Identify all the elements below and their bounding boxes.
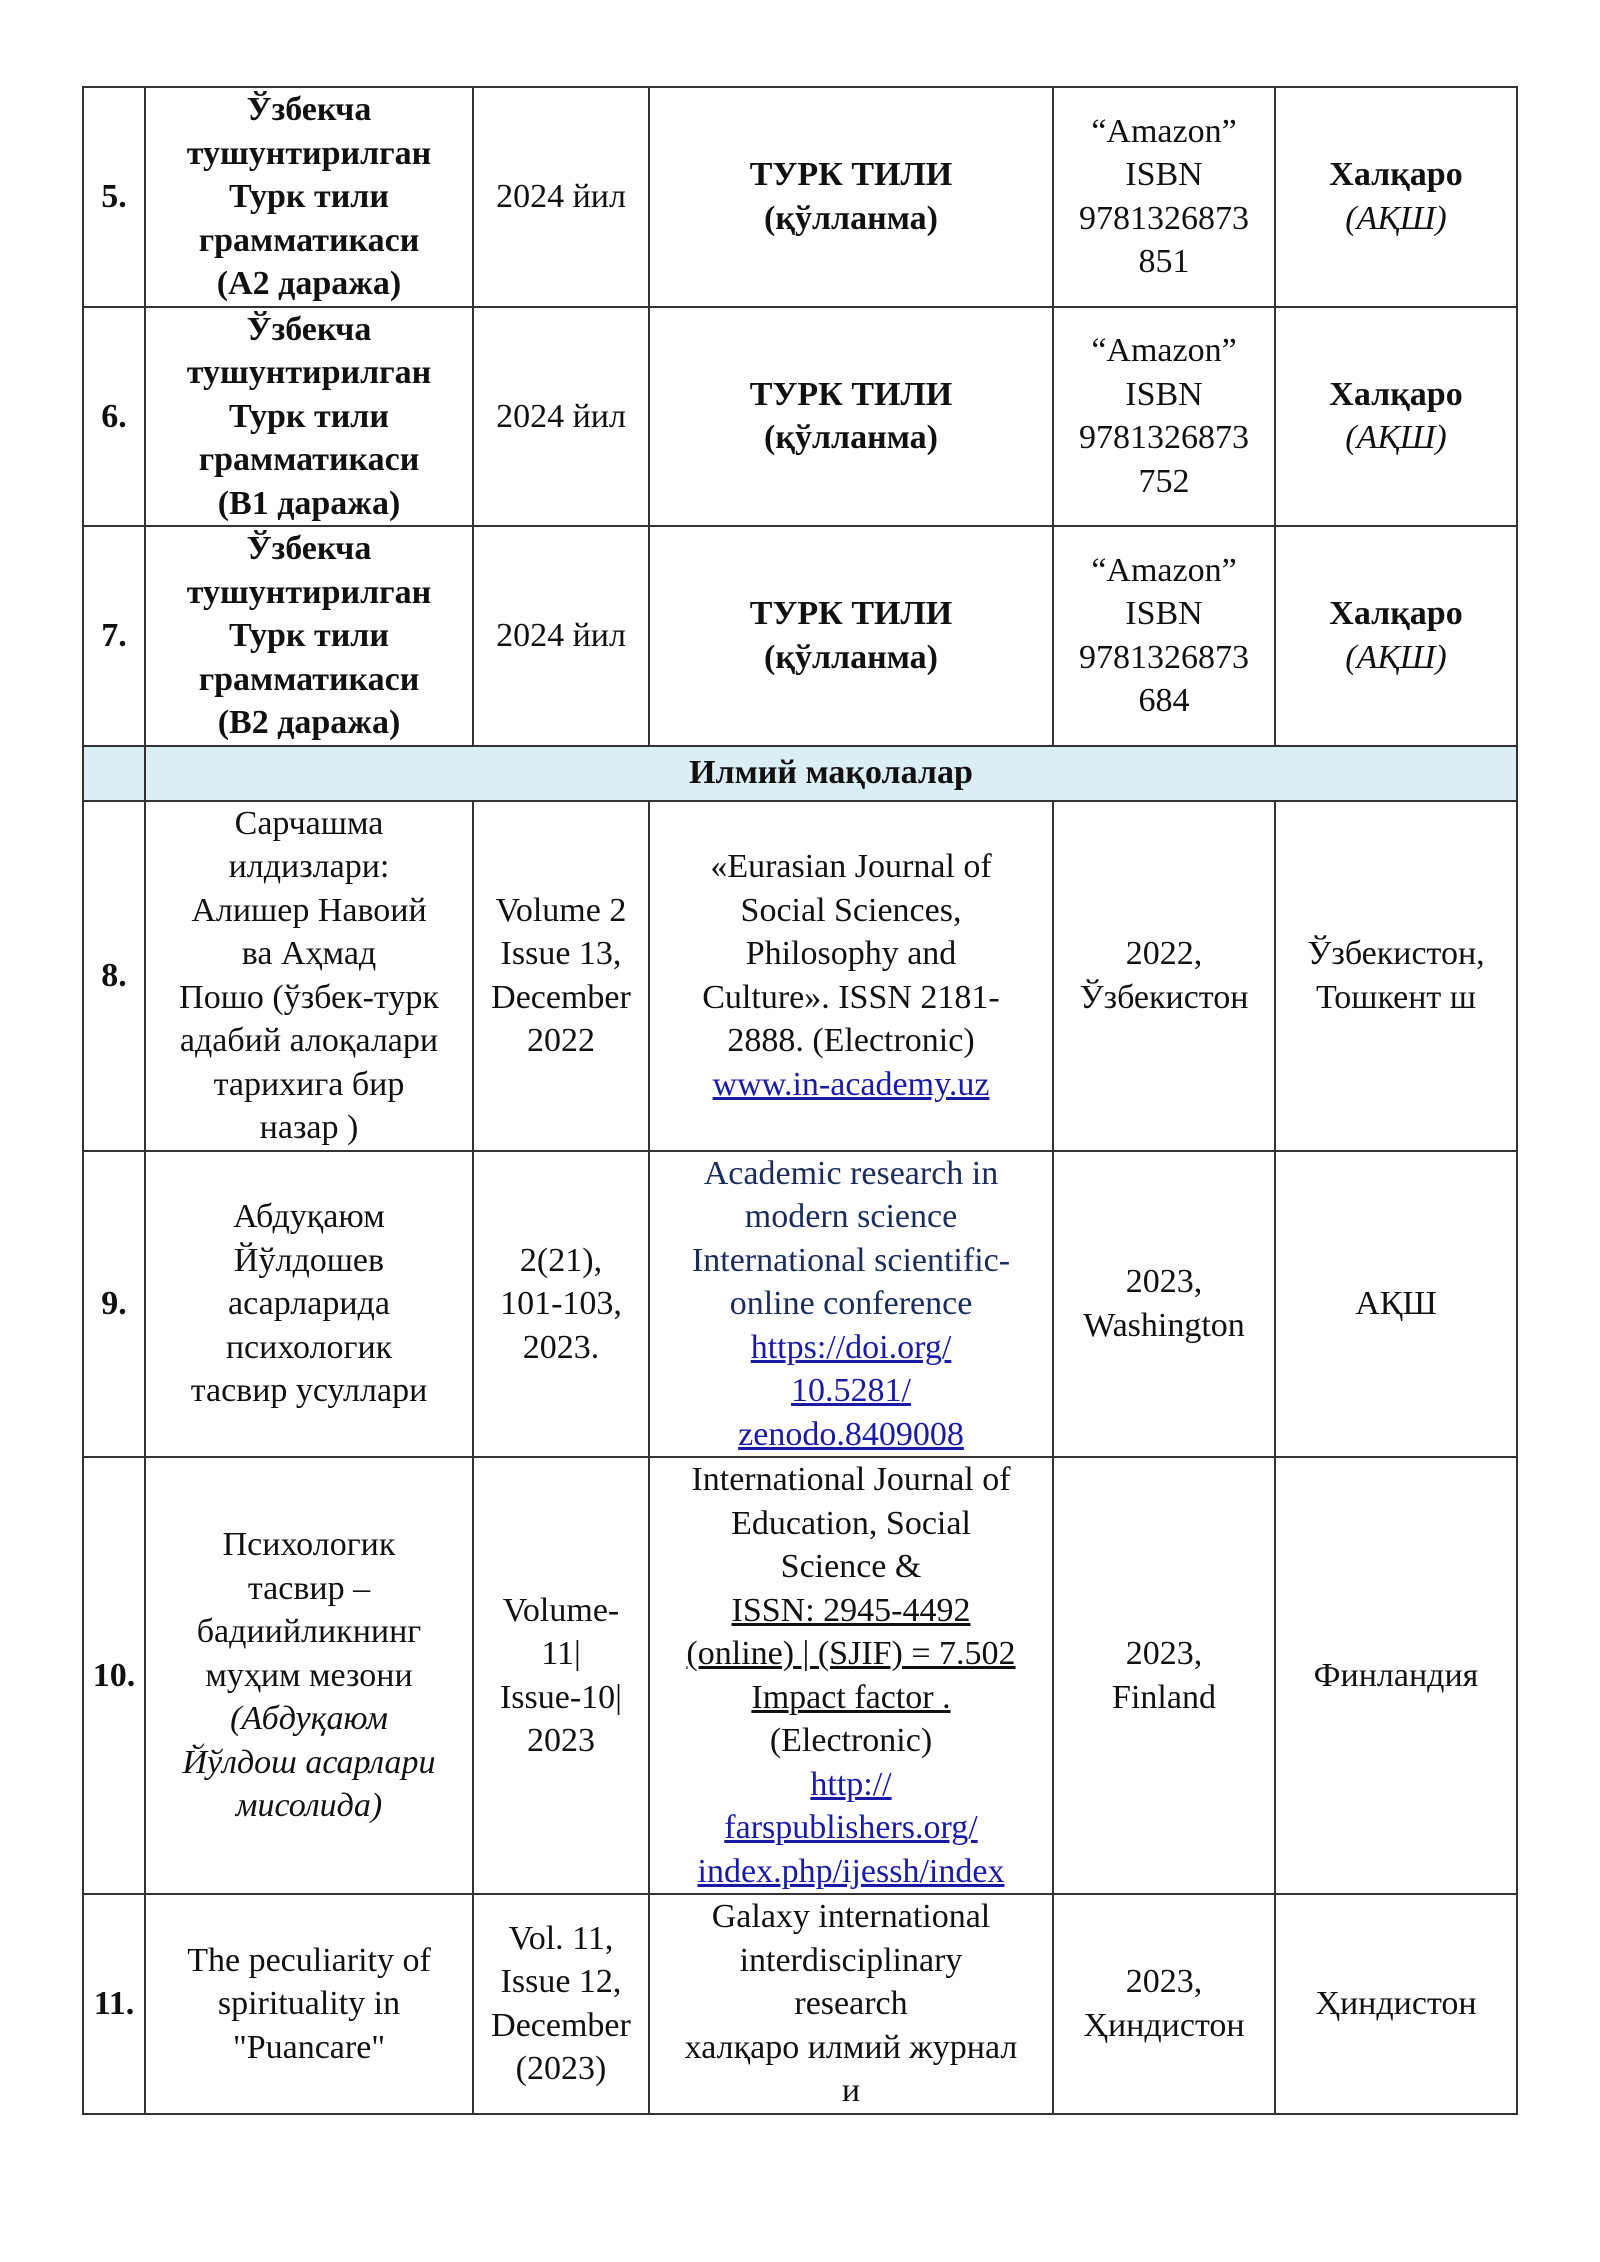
place-cell: 2022, Ўзбекистон (1053, 801, 1275, 1151)
year-cell: 2024 йил (473, 526, 649, 746)
row-number: 8. (83, 801, 145, 1151)
publications-table (82, 86, 1518, 2115)
title-cell: Ўзбекча тушунтирилган Турк тили грамматикаси (B1 даража) (145, 307, 473, 527)
doi-link[interactable]: 10.5281/ (791, 1372, 911, 1409)
doi-link[interactable]: https://doi.org/ (750, 1328, 952, 1366)
title-cell: Ўзбекча тушунтирилган Турк тили грамматикаси (B2 даража) (145, 526, 473, 746)
country-cell: Ҳиндистон (1275, 1894, 1517, 2114)
year-cell: 2024 йил (473, 307, 649, 527)
section-spacer (83, 746, 145, 801)
title-cell: Абдуқаюм Йўлдошев асарларида психологик тасвир усуллари (145, 1151, 473, 1458)
publisher-cell: “Amazon” ISBN 9781326873 752 (1053, 307, 1275, 527)
journal-cell: Galaxy international interdisciplinary research халқаро илмий журнал и (649, 1894, 1053, 2114)
row-number: 5. (83, 87, 145, 307)
type-cell: ТУРК ТИЛИ (қўлланма) (649, 307, 1053, 527)
journal-link[interactable]: http:// (810, 1765, 892, 1803)
journal-cell: Academic research in modern science International scientific- online conference https://doi.org/ 10.5281/ zenodo.8409008 (649, 1151, 1053, 1458)
table-row (83, 1151, 1517, 1458)
journal-link[interactable]: www.in-academy.uz (712, 1065, 990, 1103)
doi-link[interactable]: zenodo.8409008 (738, 1415, 964, 1453)
row-number: 11. (83, 1894, 145, 2114)
country-cell: АҚШ (1275, 1151, 1517, 1458)
row-number: 6. (83, 307, 145, 527)
scope-cell: Халқаро (АҚШ) (1275, 526, 1517, 746)
table-row (83, 801, 1517, 1151)
journal-cell: International Journal of Education, Social Science & ISSN: 2945-4492 (online) | (SJIF) = 7.502 Impact factor . (Electronic) http:// farspublishers.org/ index.php/ijessh/index (649, 1457, 1053, 1894)
place-cell: 2023, Ҳиндистон (1053, 1894, 1275, 2114)
journal-cell: «Eurasian Journal of Social Sciences, Philosophy and Culture». ISSN 2181- 2888. (Electronic) www.in-academy.uz (649, 801, 1053, 1151)
table-row (83, 307, 1517, 527)
publisher-cell: “Amazon” ISBN 9781326873 851 (1053, 87, 1275, 307)
journal-link[interactable]: farspublishers.org/ (724, 1809, 978, 1846)
journal-link[interactable]: index.php/ijessh/index (697, 1852, 1005, 1890)
country-cell: Ўзбекистон, Тошкент ш (1275, 801, 1517, 1151)
country-cell: Финландия (1275, 1457, 1517, 1894)
row-number: 10. (83, 1457, 145, 1894)
issue-cell: Volume 2 Issue 13, December 2022 (473, 801, 649, 1151)
row-number: 9. (83, 1151, 145, 1458)
scope-cell: Халқаро (АҚШ) (1275, 87, 1517, 307)
title-cell: Психологик тасвир – бадиийликнинг муҳим мезони (Абдуқаюм Йўлдош асарлари мисолида) (145, 1457, 473, 1894)
issue-cell: Volume- 11| Issue-10| 2023 (473, 1457, 649, 1894)
year-cell: 2024 йил (473, 87, 649, 307)
scope-cell: Халқаро (АҚШ) (1275, 307, 1517, 527)
title-cell: Ўзбекча тушунтирилган Турк тили грамматикаси (А2 даража) (145, 87, 473, 307)
table-row (83, 87, 1517, 307)
section-title: Илмий мақолалар (145, 746, 1517, 801)
table-row (83, 526, 1517, 746)
place-cell: 2023, Washington (1053, 1151, 1275, 1458)
table-row (83, 1457, 1517, 1894)
table-row (83, 1894, 1517, 2114)
section-header-row (83, 746, 1517, 801)
issue-cell: 2(21), 101-103, 2023. (473, 1151, 649, 1458)
publisher-cell: “Amazon” ISBN 9781326873 684 (1053, 526, 1275, 746)
type-cell: ТУРК ТИЛИ (қўлланма) (649, 526, 1053, 746)
type-cell: ТУРК ТИЛИ (қўлланма) (649, 87, 1053, 307)
issue-cell: Vol. 11, Issue 12, December (2023) (473, 1894, 649, 2114)
place-cell: 2023, Finland (1053, 1457, 1275, 1894)
title-cell: The peculiarity of spirituality in "Puancare" (145, 1894, 473, 2114)
title-cell: Сарчашма илдизлари: Алишер Навоий ва Аҳмад Пошо (ўзбек-турк адабий алоқалари тарихига бир назар ) (145, 801, 473, 1151)
row-number: 7. (83, 526, 145, 746)
